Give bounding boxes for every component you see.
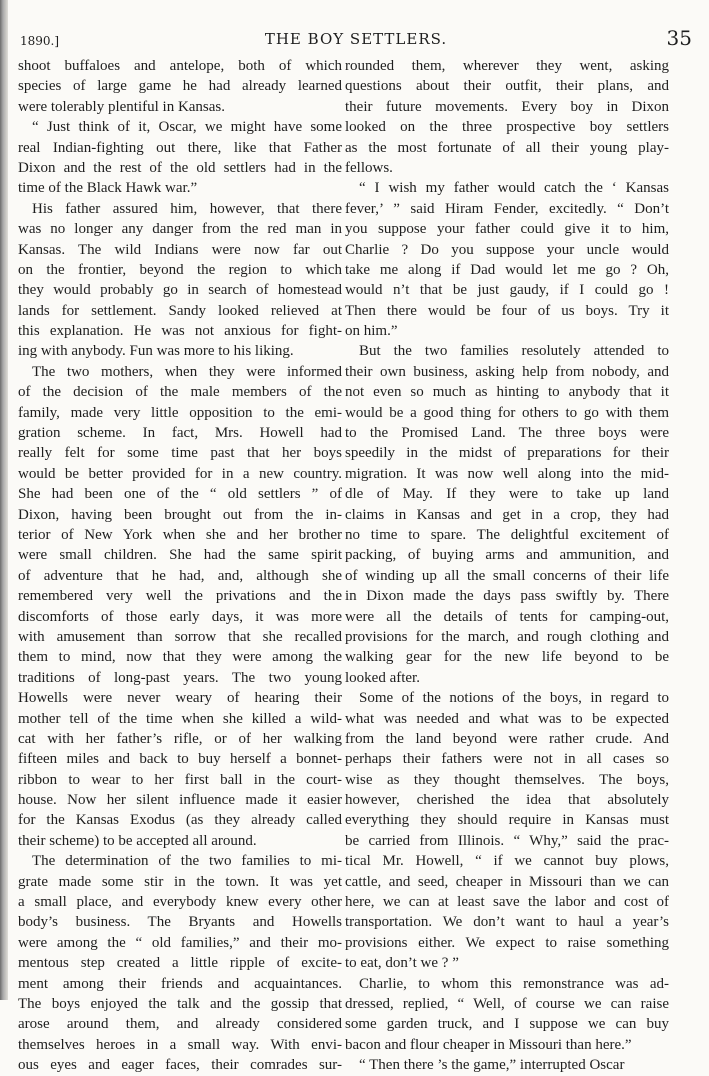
- text-line: was no longer any danger from the red man in: [18, 221, 342, 238]
- text-line: for the Kansas Exodus (as they already called: [18, 812, 342, 829]
- text-line: bacon and flour cheaper in Missouri than here.”: [345, 1036, 632, 1053]
- text-line: mentous step created a little ripple of excite-: [18, 955, 342, 972]
- text-line: on the frontier, beyond the region to which: [18, 261, 342, 278]
- text-line: to eat, don’t we ? ”: [345, 955, 459, 972]
- text-line: claims in Kansas and get in a crop, they had: [345, 506, 669, 523]
- text-line: Charlie, to whom this remonstrance was ad-: [359, 975, 669, 992]
- text-line: cat with her father’s rifle, or of her walking: [18, 730, 342, 747]
- text-line: what was needed and what was to be expected: [345, 710, 669, 727]
- text-line: everything they should require in Kansas must: [345, 812, 669, 829]
- text-line: ribbon to wear to her first ball in the court-: [18, 771, 342, 788]
- text-line: time of the Black Hawk war.”: [18, 180, 198, 197]
- text-line: here, we can at least save the labor and cost of: [345, 894, 669, 911]
- text-line: walking gear for the new life beyond to be: [345, 649, 669, 666]
- text-line: of adventure that he had, and, although she: [18, 567, 342, 584]
- text-line: Dixon and the rest of the old settlers had in the: [18, 159, 342, 176]
- text-line: questions about their outfit, their plans, and: [345, 78, 669, 95]
- text-line: a small place, and everybody knew every other: [18, 894, 342, 911]
- text-line: “ I wish my father would catch the ‘ Kansas: [359, 180, 669, 197]
- text-line: gration scheme. In fact, Mrs. Howell had: [18, 425, 342, 442]
- text-line: their scheme) to be accepted all around.: [18, 832, 257, 849]
- right-column: [345, 56, 669, 1076]
- text-line: packing, of buying arms and ammunition, and: [345, 547, 669, 564]
- text-line: Howells were never weary of hearing their: [18, 690, 342, 707]
- text-line: not even so much as hinting to anybody that it: [345, 384, 669, 401]
- text-line: as the most fortunate of all their young play-: [345, 139, 669, 156]
- text-line: discomforts of those early days, it was more: [18, 608, 342, 625]
- text-line: their own business, asking help from nobody, and: [345, 363, 669, 380]
- text-line: this explanation. He was not anxious for fight-: [18, 323, 342, 340]
- text-line: on him.”: [345, 323, 398, 340]
- text-line: arose around them, and already considered: [18, 1016, 342, 1033]
- text-line: of winding up all the small concerns of their life: [345, 567, 669, 584]
- text-line: of the decision of the male members of the: [18, 384, 342, 401]
- text-line: His father assured him, however, that there: [32, 200, 342, 217]
- left-column: [18, 56, 342, 1076]
- text-line: Dixon, having been brought out from the in-: [18, 506, 342, 523]
- text-line: family, made very little opposition to the emi-: [18, 404, 342, 421]
- text-line: you suppose your father could give it to him,: [345, 221, 669, 238]
- text-line: shoot buffaloes and antelope, both of which: [18, 58, 342, 74]
- text-line: Some of the notions of the boys, in regard to: [359, 690, 669, 707]
- text-line: house. Now her silent influence made it easier: [18, 792, 342, 809]
- text-line: were among the “ old families,” and their mo-: [18, 934, 342, 951]
- text-line: would be better provided for in a new country.: [18, 465, 342, 482]
- text-line: ous eyes and eager faces, their comrades sur-: [18, 1057, 342, 1074]
- text-line: some garden truck, and I suppose we can buy: [345, 1016, 669, 1033]
- text-line: looked on the three prospective boy settlers: [345, 119, 669, 136]
- text-line: in Dixon made the days pass swiftly by. There: [345, 588, 669, 605]
- header-date: 1890.]: [20, 34, 60, 48]
- running-header: [18, 24, 694, 54]
- text-line: lands for settlement. Sandy looked relieved at: [18, 302, 342, 319]
- text-line: to the Promised Land. The three boys were: [345, 425, 669, 442]
- text-line: were small children. She had the same spirit: [18, 547, 342, 564]
- text-line: terior of New York when she and her brother: [18, 526, 342, 543]
- text-line: fellows.: [345, 159, 393, 176]
- text-line: their future movements. Every boy in Dixon: [345, 98, 669, 115]
- text-line: But the two families resolutely attended to: [359, 343, 669, 360]
- text-line: really felt for some time past that her boys: [18, 445, 342, 462]
- text-line: with amusement than sorrow that she recalled: [18, 628, 342, 645]
- text-line: they would probably go in search of homestead: [18, 282, 342, 299]
- text-line: speedily in the midst of preparations for their: [345, 445, 669, 462]
- text-line: She had been one of the “ old settlers ” of: [18, 486, 342, 503]
- text-line: take me along if Dad would let me go ? Oh,: [345, 261, 669, 278]
- text-line: tical Mr. Howell, “ if we cannot buy plows,: [345, 853, 669, 870]
- text-line: traditions of long-past years. The two young: [18, 669, 342, 686]
- text-line: ing with anybody. Fun was more to his liking.: [18, 343, 294, 360]
- text-line: provisions either. We expect to raise something: [345, 934, 669, 951]
- text-line: migration. It was now well along into the mid-: [345, 465, 669, 482]
- text-line: were all the details of tents for camping-out,: [345, 608, 669, 625]
- text-line: rounded them, wherever they went, asking: [345, 58, 669, 74]
- text-line: them to mind, now that they were among the: [18, 649, 342, 666]
- text-line: dle of May. If they were to take up land: [345, 486, 669, 503]
- text-line: real Indian-fighting out there, like that Father: [18, 139, 342, 156]
- text-line: no time to spare. The delightful excitement of: [345, 526, 669, 543]
- text-line: The determination of the two families to mi-: [32, 853, 342, 870]
- text-line: Charlie ? Do you suppose your uncle would: [345, 241, 669, 258]
- text-line: wise as they thought themselves. The boys,: [345, 771, 669, 788]
- page-number: 35: [666, 26, 692, 50]
- text-line: mother tell of the time when she killed a wild-: [18, 710, 342, 727]
- text-line: however, cherished the idea that absolutely: [345, 792, 669, 809]
- text-line: dressed, replied, “ Well, of course we can raise: [345, 995, 669, 1012]
- text-line: would be a good thing for others to go with them: [345, 404, 669, 421]
- text-line: grate made some stir in the town. It was yet: [18, 873, 342, 890]
- text-line: Then there would be four of us boys. Try it: [345, 302, 669, 319]
- text-line: looked after.: [345, 669, 420, 686]
- text-line: cattle, and seed, cheaper in Missouri than we can: [345, 873, 669, 890]
- text-line: from the land beyond were rather crude. And: [345, 730, 669, 747]
- text-line: themselves heroes in a small way. With envi-: [18, 1036, 342, 1053]
- header-title: THE BOY SETTLERS.: [264, 30, 448, 48]
- text-line: remembered very well the privations and the: [18, 588, 342, 605]
- page-binding-edge: [0, 0, 8, 1000]
- text-line: Kansas. The wild Indians were now far out: [18, 241, 342, 258]
- text-line: The two mothers, when they were informed: [32, 363, 342, 380]
- text-line: transportation. We don’t want to haul a year’s: [345, 914, 669, 931]
- text-line: provisions for the march, and rough clothing and: [345, 628, 669, 645]
- text-line: ment among their friends and acquaintances.: [18, 975, 342, 992]
- text-line: “ Just think of it, Oscar, we might have some: [32, 119, 342, 136]
- text-line: be carried from Illinois. “ Why,” said the prac-: [345, 832, 669, 849]
- text-line: The boys enjoyed the talk and the gossip that: [18, 995, 342, 1012]
- text-line: species of large game he had already learned: [18, 78, 342, 95]
- text-line: body’s business. The Bryants and Howells: [18, 914, 342, 931]
- text-line: perhaps their fathers were not in all cases so: [345, 751, 669, 768]
- text-line: “ Then there ’s the game,” interrupted Oscar: [359, 1057, 625, 1074]
- text-line: fifteen miles and back to buy herself a bonnet-: [18, 751, 342, 768]
- text-line: would n’t that be just gaudy, if I could go !: [345, 282, 669, 299]
- text-line: fever,’ ” said Hiram Fender, excitedly. “ Don’t: [345, 200, 669, 217]
- text-line: were tolerably plentiful in Kansas.: [18, 98, 226, 115]
